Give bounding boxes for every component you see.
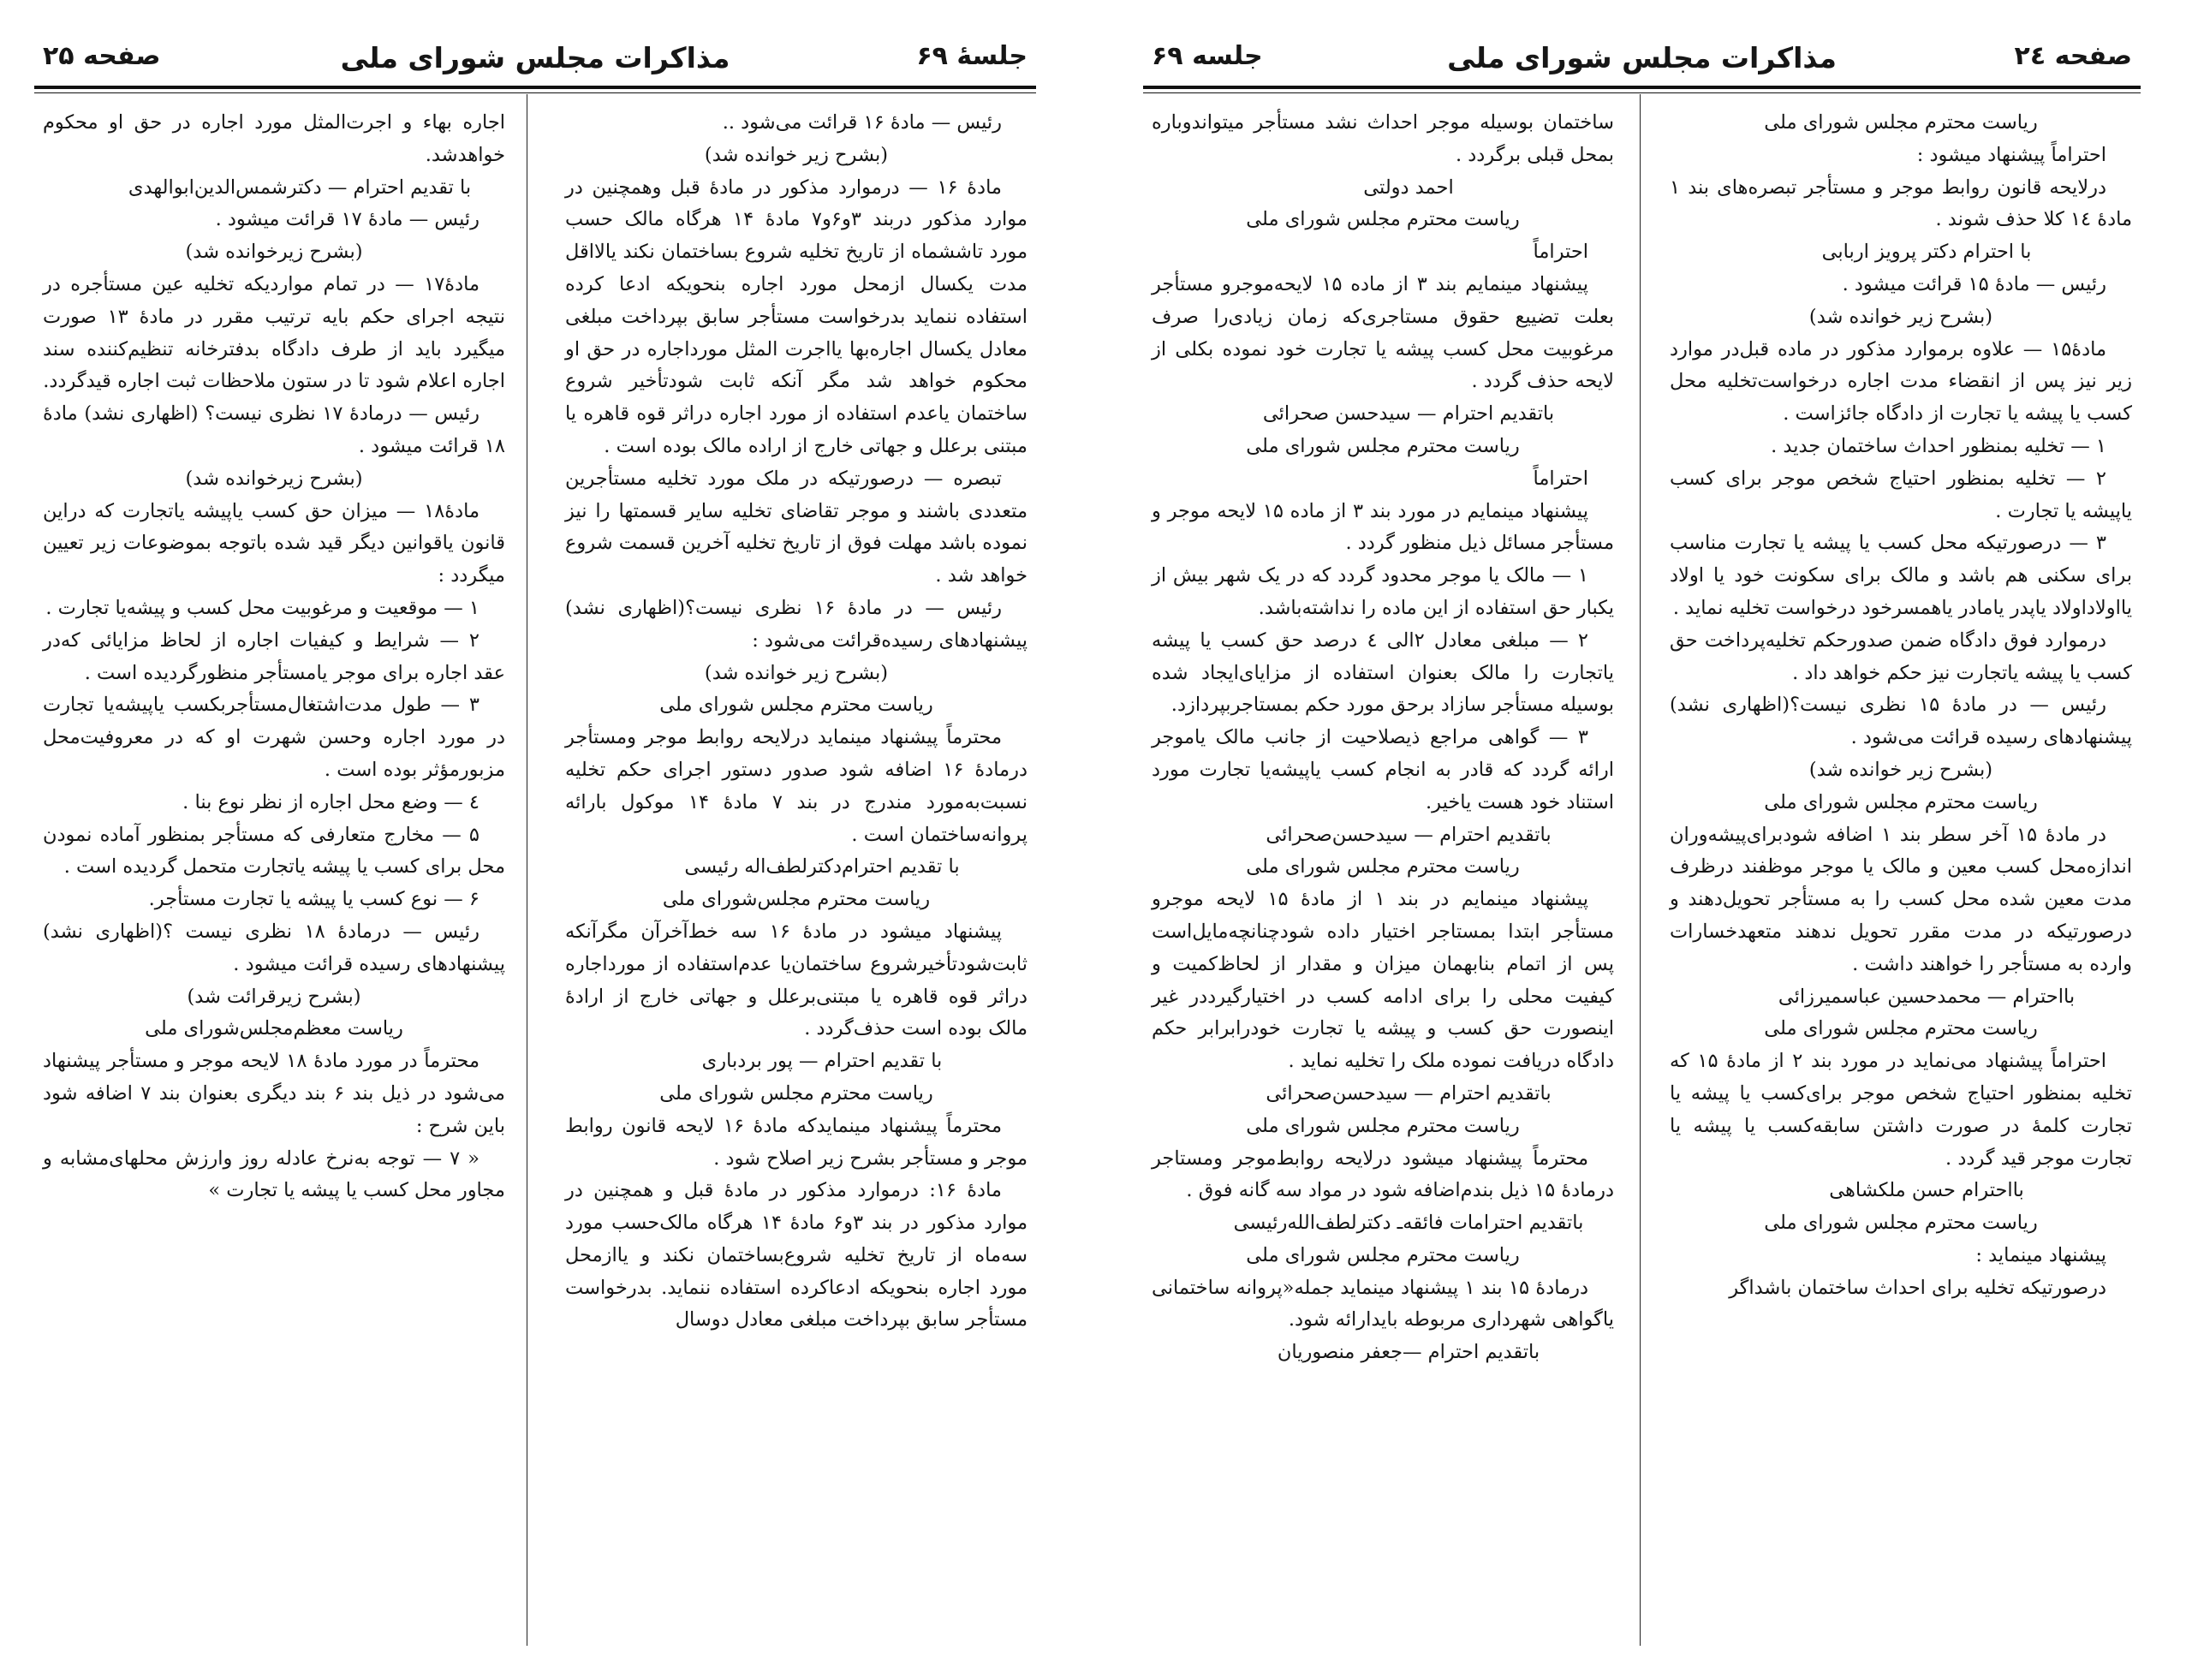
paragraph: احتراماً پیشنهاد می‌نماید در مورد بند ۲ از مادهٔ ۱۵ که تخلیه بمنظور احتیاج شخص موجر برای‌کسب یا پیشه یا تجارت کلمهٔ در صورت داشتن سابقه‌کسب یا پیشه یا تجارت موجر قید گردد .: [1670, 1050, 2132, 1170]
centered-line: ریاست معظم‌مجلس‌شورای ملی: [145, 1017, 403, 1040]
text-column-left: [43, 107, 505, 1207]
centered-line: (بشرح زیرخوانده شد): [185, 467, 363, 490]
text-column-right: [1670, 107, 2132, 1304]
centered-line: ریاست محترم مجلس شورای ملی: [1764, 1017, 2038, 1040]
centered-line: (بشرح زیر خوانده شد): [704, 143, 889, 166]
paragraph: ساختمان بوسیله موجر احداث نشد مستأجر میتواندوباره بمحل قبلی برگردد .: [1152, 111, 1614, 166]
paragraph: تبصره — درصورتیکه در ملک مورد تخلیه مستأجرین متعددی باشند و موجر تقاضای تخلیه سایر قسمتها را نیز نموده باشد مهلت فوق از تاریخ تخلیه آخرین قسمت شروع خواهد شد .: [565, 467, 1028, 587]
paragraph: پیشنهاد مینمایم بند ۳ از ماده ۱۵ لایحه‌موجرو مستأجر بعلت تضییع حقوق مستاجری‌که زمان زیادی‌را صرف مرغوبیت محل کسب پیشه یا تجارت خود نموده بکلی از لایحه حذف گردد .: [1152, 272, 1614, 393]
signature-line: باتقدیم احترام —جعفر منصوریان: [1277, 1341, 1540, 1364]
paragraph: رئیس — درمادهٔ ۱۷ نظری نیست؟ (اظهاری نشد) مادهٔ ۱۸ قرائت میشود .: [43, 402, 505, 457]
paragraph: در مادهٔ ۱۵ آخر سطر بند ۱ اضافه شودبرای‌پیشه‌وران اندازه‌محل کسب معین و مالک یا موجر موظفند درظرف مدت معین شده محل کسب را به مستأجر تحویل‌دهند و درصورتیکه در مدت مقرر تحویل ندهند متعهدخسارات وارده به مستأجر را خواهند داشت .: [1670, 823, 2132, 975]
page-header: [34, 34, 1036, 86]
paragraph: ۳ — درصورتیکه محل کسب یا پیشه یا تجارت مناسب برای سکنی هم باشد و مالک برای سکونت خود یا اولاد یااولاداولاد یاپدر یامادر یاهمسرخود درخواست تخلیه نماید .: [1670, 532, 2132, 619]
paragraph: مادهٔ۱۸ — میزان حق کسب یاپیشه یاتجارت که دراین قانون یاقوانین دیگر قید شده باتوجه بموضوعات زیر تعیین میگردد :: [43, 499, 505, 587]
signature-line: بااحترام — محمدحسین عباسمیرزائی: [1778, 985, 2076, 1008]
signature-line: باتقدیم احترام — سیدحسن‌صحرائی: [1266, 823, 1552, 846]
paragraph: رئیس — درمادهٔ ۱۸ نظری نیست ؟(اظهاری نشد) پیشنهادهای رسیده قرائت میشود .: [43, 920, 505, 975]
paragraph: ٤ — وضع محل اجاره از نظر نوع بنا .: [182, 790, 480, 813]
centered-line: ریاست محترم مجلس شورای ملی: [1246, 208, 1520, 231]
running-title: مذاکرات مجلس شورای ملی: [340, 41, 730, 74]
header-rule-thin: [34, 92, 1036, 93]
paragraph: ۶ — نوع کسب یا پیشه یا تجارت مستأجر.: [148, 888, 480, 911]
text-column-left: [1152, 107, 1614, 1369]
header-rule-thick: [1143, 86, 2141, 89]
signature-line: با تقدیم احترام — پور بردباری: [701, 1050, 943, 1073]
centered-line: ریاست محترم مجلس شورای ملی: [659, 694, 933, 717]
paragraph: « ۷ — توجه به‌نرخ عادله روز وارزش محلهای‌مشابه و مجاور محل کسب یا پیشه یا تجارت »: [43, 1147, 505, 1202]
page-number: صفحه ۲۵: [43, 41, 161, 71]
centered-line: (بشرح زیرقرائت شد): [187, 985, 361, 1008]
centered-line: (بشرح زیر خوانده شد): [704, 661, 889, 684]
page-25: [34, 0, 1036, 1680]
session-number: جلسهٔ ۶۹: [916, 41, 1028, 71]
centered-line: ریاست محترم مجلس‌شورای ملی: [662, 888, 931, 911]
paragraph: درموارد فوق دادگاه ضمن صدورحکم تخلیه‌پرداخت حق کسب یا پیشه یاتجارت نیز حکم خواهد داد .: [1670, 629, 2132, 684]
paragraph: رئیس — مادهٔ ۱۷ قرائت میشود .: [215, 208, 480, 231]
paragraph: رئیس — مادهٔ ۱۶ قرائت می‌شود ..: [722, 111, 1002, 134]
centered-line: ریاست محترم مجلس شورای ملی: [1246, 1114, 1520, 1137]
signature-line: باتقدیم احترامات فائقه‌ـ دکترلطف‌الله‌رئیسی: [1233, 1212, 1584, 1235]
paragraph: ۱ — تخلیه بمنظور احداث ساختمان جدید .: [1771, 434, 2106, 457]
paragraph: درلایحه قانون روابط موجر و مستأجر تبصره‌های بند ۱ مادهٔ ۱٤ کلا حذف شوند .: [1670, 176, 2132, 231]
signature-line: احمد دولتی: [1363, 176, 1454, 199]
paragraph: پیشنهاد میشود در مادهٔ ۱۶ سه خط‌آخرآن مگرآنکه ثابت‌شودتأخیرشروع ساختمان‌یا عدم‌استفاده از مورداجاره دراثر قوه قاهره یا مبتنی‌برعلل و جهاتی خارج از ارادهٔ مالک بوده است حذف‌گردد .: [565, 920, 1028, 1040]
centered-line: (بشرح زیر خوانده شد): [1808, 305, 1993, 328]
centered-line: ریاست محترم مجلس شورای ملی: [1246, 1243, 1520, 1266]
paragraph: ۲ — تخلیه بمنظور احتیاج شخص موجر برای کسب یاپیشه یا تجارت .: [1670, 467, 2132, 522]
centered-line: ریاست محترم مجلس شورای ملی: [1764, 111, 2038, 134]
centered-line: ریاست محترم مجلس شورای ملی: [1764, 1212, 2038, 1235]
paragraph: پیشنهاد مینماید :: [1975, 1243, 2106, 1266]
running-title: مذاکرات مجلس شورای ملی: [1447, 41, 1837, 74]
centered-line: (بشرح زیرخوانده شد): [185, 241, 363, 264]
page-header: [1143, 34, 2141, 86]
paragraph: محترماً در مورد مادهٔ ۱۸ لایحه موجر و مستأجر پیشنهاد می‌شود در ذیل بند ۶ بند دیگری بعنوان بند ۷ اضافه شود باین شرح :: [43, 1050, 505, 1137]
paragraph: ۱ — موقعیت و مرغوبیت محل کسب و پیشه‌یا تجارت .: [45, 596, 480, 619]
header-rule-thin: [1143, 92, 2141, 93]
header-rule-thick: [34, 86, 1036, 89]
paragraph: احتراماً: [1533, 241, 1588, 264]
paragraph: محترماً پیشنهاد مینمایدکه مادهٔ ۱۶ لایحه قانون روابط موجر و مستأجر بشرح زیر اصلاح شود .: [565, 1114, 1028, 1170]
paragraph: احتراماً پیشنهاد میشود :: [1916, 143, 2106, 166]
centered-line: ریاست محترم مجلس شورای ملی: [1246, 434, 1520, 457]
paragraph: مادهٔ ۱۶ — درموارد مذکور در مادهٔ قبل وهمچنین در موارد مذکور دربند ۳و۶و۷ مادهٔ ۱۴ هرگاه مالک حسب مورد تاششماه از تاریخ تخلیه شروع بساختمان نکند یالااقل مدت یکسال ازمحل مورد اجاره بنحویکه ادعا کرده استفاده ننماید بدرخواست مستأجر سابق بپرداخت مبلغی معادل یکسال اجاره‌بها یااجرت المثل مورداجاره در حق او محکوم خواهد شد مگر آنکه ثابت شودتأخیر شروع ساختمان یاعدم استفاده از مورد اجاره دراثر قوه قاهره یا مبتنی برعلل و جهاتی خارج از اراده مالک بوده است .: [565, 176, 1028, 457]
paragraph: محترماً پیشنهاد میشود درلایحه روابط‌موجر ومستاجر درمادهٔ ۱۵ ذیل بندم‌اضافه شود در مواد سه گانه فوق .: [1152, 1147, 1614, 1202]
paragraph: پیشنهاد مینمایم در بند ۱ از مادهٔ ۱۵ لایحه موجرو مستأجر ابتدا بمستاجر اختیار داده شودچنانچه‌مایل‌است پس از اتمام بنابهمان میزان و مقدار از لحاظ‌کمیت و کیفیت محلی را برای ادامه کسب در اختیارگیرددر غیر اینصورت حق کسب و پیشه یا تجارت خودرابرابر حکم دادگاه دریافت نموده ملک را تخلیه نماید .: [1152, 888, 1614, 1073]
paragraph: مادهٔ۱۷ — در تمام مواردیکه تخلیه عین مستأجره در نتیجه اجرای حکم بایه ترتیب مقرر در مادهٔ ۱۳ صورت میگیرد باید از طرف دادگاه بدفترخانه تنظیم‌کننده سند اجاره اعلام شود تا در ستون ملاحظات ثبت اجاره قیدگردد.: [43, 272, 505, 393]
paragraph: ۵ — مخارج متعارفی که مستأجر بمنظور آماده نمودن محل برای کسب یا پیشه یاتجارت متحمل گردیده است .: [43, 823, 505, 879]
paragraph: اجاره بهاء و اجرت‌المثل مورد اجاره در حق او محکوم خواهدشد.: [43, 111, 505, 166]
page-24: [1143, 0, 2141, 1680]
paragraph: ۱ — مالک یا موجر محدود گردد که در یک شهر بیش از یکبار حق استفاده از این ماده را نداشته‌باشد.: [1152, 564, 1614, 619]
signature-line: بااحترام حسن ملکشاهی: [1829, 1179, 2024, 1202]
paragraph: رئیس — در مادهٔ ۱۵ نظری نیست؟(اظهاری نشد) پیشنهادهای رسیده قرائت می‌شود .: [1670, 694, 2132, 749]
centered-line: ریاست محترم مجلس شورای ملی: [659, 1081, 933, 1105]
signature-line: با تقدیم احترام‌دکترلطف‌اله رئیسی: [684, 855, 960, 879]
paragraph: درمادهٔ ۱۵ بند ۱ پیشنهاد مینماید جمله«پروانه ساختمانی یاگواهی شهرداری مربوطه بایدارائه شود.: [1152, 1276, 1614, 1331]
paragraph: رئیس — مادهٔ ۱۵ قرائت میشود .: [1842, 272, 2106, 295]
page-number: صفحه ۲٤: [2014, 41, 2132, 71]
paragraph: مادهٔ ۱۶: درموارد مذکور در مادهٔ قبل و همچنین در موارد مذکور در بند ۳و۶ مادهٔ ۱۴ هرگاه مالک‌حسب مورد سه‌ماه از تاریخ تخلیه شروع‌بساختمان نکند و یاازمحل مورد اجاره بنحویکه ادعاکرده استفاده ننماید. بدرخواست مستأجر سابق بپرداخت مبلغی معادل دوسال: [565, 1179, 1028, 1331]
paragraph: درصورتیکه تخلیه برای احداث ساختمان باشداگر: [1729, 1276, 2106, 1299]
centered-line: ریاست محترم مجلس شورای ملی: [1764, 790, 2038, 813]
paragraph: ۳ — طول مدت‌اشتغال‌مستأجربکسب یاپیشه‌یا تجارت در مورد اجاره وحسن شهرت او که در معروفیت‌محل مزبورمؤثر بوده است .: [43, 694, 505, 781]
text-column-right: [565, 107, 1028, 1337]
signature-line: باتقدیم احترام — سیدحسن صحرائی: [1262, 402, 1555, 426]
paragraph: پیشنهاد مینمایم در مورد بند ۳ از ماده ۱۵ لایحه موجر و مستأجر مسائل ذیل منظور گردد .: [1152, 499, 1614, 555]
session-number: جلسه ۶۹: [1152, 41, 1263, 71]
signature-line: با احترام دکتر پرویز اربابی: [1821, 241, 2032, 264]
paragraph: ۲ — مبلغی معادل ۲الی ٤ درصد حق کسب یا پیشه یاتجارت را مالک بعنوان استفاده از مزایای‌ایجاد شده بوسیله مستأجر سازاد برحق مورد حکم بمستاجربپردازد.: [1152, 629, 1614, 717]
paragraph: رئیس — در مادهٔ ۱۶ نظری نیست؟(اظهاری نشد) پیشنهادهای رسیده‌قرائت می‌شود :: [565, 596, 1028, 652]
paragraph: احتراماً: [1533, 467, 1588, 490]
paragraph: مادهٔ۱۵ — علاوه برموارد مذکور در ماده قبل‌در موارد زیر نیز پس از انقضاء مدت اجاره درخواست‌تخلیه محل کسب یا پیشه یا تجارت از دادگاه جائزاست .: [1670, 337, 2132, 426]
centered-line: (بشرح زیر خوانده شد): [1808, 758, 1993, 781]
signature-line: با تقدیم احترام — دکترشمس‌الدین‌ابوالهدی: [128, 176, 472, 199]
paragraph: ۲ — شرایط و کیفیات اجاره از لحاظ مزایائی که‌در عقد اجاره برای موجر یامستأجر منظورگردیده است .: [43, 629, 505, 684]
paragraph: محترماً پیشنهاد مینماید درلایحه روابط موجر ومستأجر درمادهٔ ۱۶ اضافه شود صدور دستور اجرای حکم تخلیه نسبت‌به‌مورد مندرج در بند ۷ مادهٔ ۱۴ موکول بارائه پروانه‌ساختمان است .: [565, 726, 1028, 846]
column-divider: [1640, 94, 1641, 1646]
paragraph: ۳ — گواهی مراجع ذیصلاحیت از جانب مالک یاموجر ارائه گردد که قادر به انجام کسب یاپیشه‌یا تجارت مورد استناد خود هست یاخیر.: [1152, 726, 1614, 813]
signature-line: باتقدیم احترام — سیدحسن‌صحرائی: [1266, 1081, 1552, 1105]
centered-line: ریاست محترم مجلس شورای ملی: [1246, 855, 1520, 879]
